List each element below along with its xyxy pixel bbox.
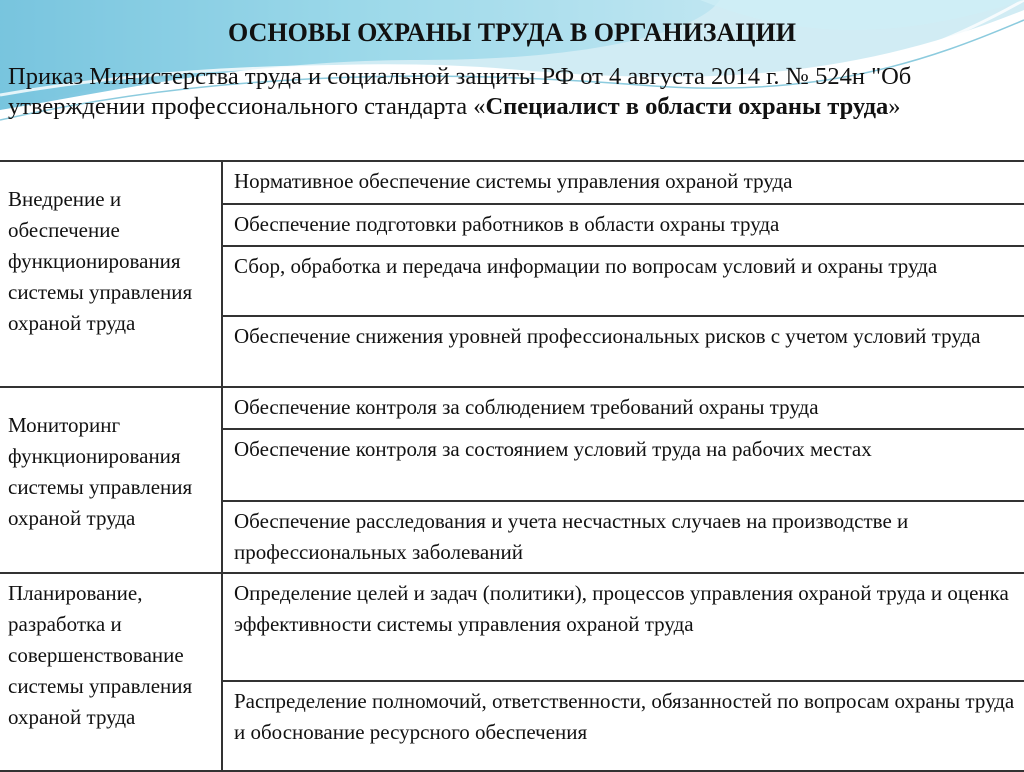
slide-subtitle: [8, 62, 1008, 122]
table-cell: Обеспечение контроля за соблюдением требований охраны труда: [222, 387, 1024, 429]
table-cell: Обеспечение подготовки работников в области охраны труда: [222, 204, 1024, 246]
table-cell: Распределение полномочий, ответственности, обязанностей по вопросам охраны труда и обоснование ресурсного обеспечения: [222, 681, 1024, 771]
table-cell: Сбор, обработка и передача информации по вопросам условий и охраны труда: [222, 246, 1024, 316]
subtitle-bold: Специалист в области охраны труда: [485, 93, 889, 120]
table-row: [0, 573, 1024, 681]
table-cell: Обеспечение контроля за состоянием условий труда на рабочих местах: [222, 429, 1024, 501]
subtitle-end: »: [888, 93, 901, 120]
table-cell: Обеспечение снижения уровней профессиональных рисков с учетом условий труда: [222, 316, 1024, 387]
table-row: [0, 161, 1024, 204]
table-row: [0, 387, 1024, 429]
group-label: Мониторинг функционирования системы управления охраной труда: [0, 387, 222, 573]
table-cell: Обеспечение расследования и учета несчастных случаев на производстве и профессиональных заболеваний: [222, 501, 1024, 573]
functions-table: [0, 160, 1024, 772]
table-cell: Определение целей и задач (политики), процессов управления охраной труда и оценка эффективности системы управления охраной труда: [222, 573, 1024, 681]
table-cell: Нормативное обеспечение системы управления охраной труда: [222, 161, 1024, 204]
slide-title: ОСНОВЫ ОХРАНЫ ТРУДА В ОРГАНИЗАЦИИ: [228, 18, 796, 47]
group-label: Планирование, разработка и совершенствование системы управления охраной труда: [0, 573, 222, 771]
group-label: Внедрение и обеспечение функционирования системы управления охраной труда: [0, 161, 222, 387]
subtitle-text: Приказ Министерства труда и социальной защиты РФ от 4 августа 2014 г. № 524н "Об утверждении профессионального стандарта «: [8, 63, 912, 120]
